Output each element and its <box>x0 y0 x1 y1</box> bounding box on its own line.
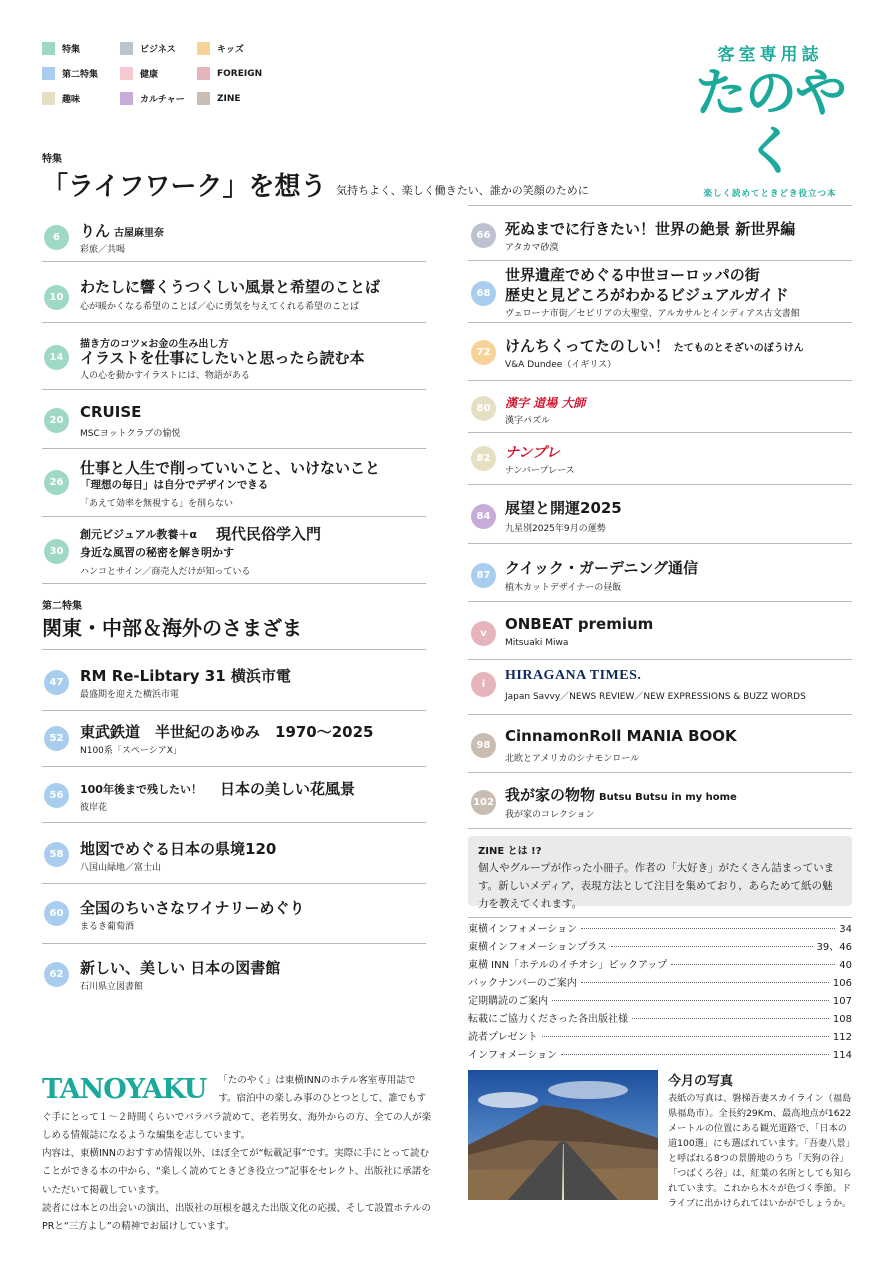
divider <box>42 448 426 449</box>
article-subtitle: 彩旅／共喝 <box>80 245 126 255</box>
article-subtitle: 北欧とアメリカのシナモンロール <box>505 754 640 764</box>
divider <box>42 710 426 711</box>
legend-swatch <box>197 67 210 80</box>
article-title[interactable]: 仕事と人生で削っていいこと、いけないこと <box>80 459 381 477</box>
article-kicker: 100年後まで残したい！ <box>80 783 202 796</box>
feature-title: 「ライフワーク」を想う <box>42 172 327 202</box>
legend-swatch <box>197 42 210 55</box>
zine-heading: ZINE とは !? <box>478 846 542 857</box>
toc-entry[interactable]: 定期購読のご案内 107 <box>468 996 852 1007</box>
divider <box>468 828 852 829</box>
hiragana-times-logo[interactable]: HIRAGANA TIMES. <box>505 668 642 683</box>
page-badge: 66 <box>471 223 496 248</box>
article-title[interactable]: 現代民俗学入門 <box>216 525 322 543</box>
brand-subtitle: 客室専用誌 <box>717 45 823 65</box>
divider <box>468 659 852 660</box>
page-badge: 80 <box>471 396 496 421</box>
article-title[interactable]: 我が家の物物 Butsu Butsu in my home <box>505 786 737 804</box>
article-title[interactable]: 死ぬまでに行きたい！世界の絶景 新世界編 <box>505 220 796 238</box>
cover-photo <box>468 1070 658 1200</box>
article-title[interactable]: けんちくってたのしい！ たてものとそざいのぼうけん <box>505 337 804 355</box>
article-subtitle: 人の心を動かすイラストには、物語がある <box>80 371 250 381</box>
legend-swatch <box>197 92 210 105</box>
leader-dots <box>542 1036 829 1037</box>
toc-entry[interactable]: インフォメーション 114 <box>468 1050 852 1061</box>
page-badge: 30 <box>44 539 69 564</box>
kanji-puzzle-logo[interactable]: 漢字 道場 大師 <box>505 396 586 410</box>
legend-item: ビジネス <box>120 42 176 55</box>
article-subtitle: 植木カットデザイナーの昼飯 <box>505 583 622 593</box>
page-badge: v <box>471 621 496 646</box>
article-subtitle: アタカマ砂漠 <box>505 243 559 253</box>
photo-caption-title: 今月の写真 <box>668 1074 734 1089</box>
second-feature-label: 第二特集 <box>42 601 82 612</box>
article-subtitle: MSCヨットクラブの愉悦 <box>80 429 181 439</box>
about-paragraph: 内容は、東横INNのおすすめ情報以外、ほぼ全てが“転載記事”です。実際に手にとって読むことができる本の中から、“楽しく読めてときどき役立つ”記事をセレクト、出版社に承諾をいただいて掲載しています。 <box>42 1148 431 1196</box>
divider <box>42 322 426 323</box>
brand-tagline: 楽しく読めてときどき役立つ本 <box>703 189 837 199</box>
leader-dots <box>581 982 829 983</box>
article-subtitle: 彼岸花 <box>80 803 108 813</box>
brand-logo: たのやく <box>694 63 845 182</box>
article-subtitle: まるき葡萄酒 <box>80 922 135 932</box>
divider <box>468 917 852 918</box>
legend-swatch <box>42 67 55 80</box>
photo-caption <box>668 1070 856 1211</box>
page-badge: 84 <box>471 504 496 529</box>
leader-dots <box>581 928 835 929</box>
article-title[interactable]: RM Re-Libtary 31 横浜市電 <box>80 667 291 685</box>
article-title[interactable]: CRUISE <box>80 403 142 421</box>
article-title[interactable]: イラストを仕事にしたいと思ったら読む本 <box>80 349 365 367</box>
toc-entry[interactable]: 読者プレゼント 112 <box>468 1032 852 1043</box>
legend-item: 第二特集 <box>42 67 98 80</box>
divider <box>42 883 426 884</box>
divider <box>468 380 852 381</box>
article-kicker: 創元ビジュアル教養＋α <box>80 528 197 541</box>
article-title[interactable]: 展望と開運2025 <box>505 499 622 517</box>
article-subtitle: N100系「スペーシアX」 <box>80 746 182 756</box>
page-badge: 47 <box>44 670 69 695</box>
divider <box>42 822 426 823</box>
tanoyaku-logo: TANOYAKU <box>42 1074 207 1105</box>
zine-body: 個人やグループが作った小冊子。作者の「大好き」がたくさん詰まっています。新しいメディア、表現方法として注目を集めており、あらためて紙の魅力を教えてくれます。 <box>478 862 835 910</box>
leader-dots <box>671 964 835 965</box>
page-badge: 6 <box>44 225 69 250</box>
divider <box>468 601 852 602</box>
zine-info-box <box>468 836 852 910</box>
page-badge: 20 <box>44 408 69 433</box>
article-title[interactable]: 世界遺産でめぐる中世ヨーロッパの街 <box>505 266 760 284</box>
legend-item: 趣味 <box>42 92 80 105</box>
article-subtitle: 漢字パズル <box>505 416 551 426</box>
page-badge: 26 <box>44 470 69 495</box>
number-place-logo[interactable]: ナンプレ <box>505 445 560 461</box>
article-title[interactable]: CinnamonRoll MANIA BOOK <box>505 727 737 745</box>
article-title[interactable]: 新しい、美しい 日本の図書館 <box>80 959 281 977</box>
magazine-brand <box>680 40 860 199</box>
page-badge: 62 <box>44 962 69 987</box>
page-badge: 82 <box>471 446 496 471</box>
divider <box>468 484 852 485</box>
toc-entry[interactable]: バックナンバーのご案内 106 <box>468 978 852 989</box>
article-subtitle: 石川県立図書館 <box>80 982 144 992</box>
legend-item: カルチャー <box>120 92 185 105</box>
page-badge: 72 <box>471 340 496 365</box>
article-subtitle: Mitsuaki Miwa <box>505 638 569 648</box>
article-title[interactable]: 東武鉄道 半世紀のあゆみ 1970〜2025 <box>80 723 374 741</box>
divider <box>42 649 426 650</box>
legend-item: 特集 <box>42 42 80 55</box>
article-title-line2[interactable]: 歴史と見どころがわかるビジュアルガイド <box>505 286 789 304</box>
article-subtitle: Japan Savvy／NEWS REVIEW／NEW EXPRESSIONS & BUZZ WORDS <box>505 692 806 702</box>
page-badge: 58 <box>44 842 69 867</box>
article-subtitle: ナンバープレース <box>505 466 575 476</box>
page-badge: 60 <box>44 901 69 926</box>
article-subtitle-bold: 身近な風習の秘密を解き明かす <box>80 546 234 559</box>
article-subtitle: 八国山緑地／富士山 <box>80 863 162 873</box>
feature-label: 特集 <box>42 154 62 165</box>
page-badge: 14 <box>44 345 69 370</box>
article-subtitle: 「あえて効率を無視する」を削らない <box>80 499 234 509</box>
page-badge: 52 <box>44 726 69 751</box>
article-title[interactable]: 地図でめぐる日本の県境120 <box>80 840 277 858</box>
article-subtitle: 最盛期を迎えた横浜市電 <box>80 690 180 700</box>
article-title[interactable]: ONBEAT premium <box>505 615 654 633</box>
page-badge: 98 <box>471 733 496 758</box>
legend-item: ZINE <box>197 92 241 105</box>
divider <box>42 943 426 944</box>
page-badge: 68 <box>471 281 496 306</box>
divider <box>42 389 426 390</box>
page-badge: 56 <box>44 783 69 808</box>
feature-subtitle: 気持ちよく、楽しく働きたい、誰かの笑顔のために <box>336 184 589 197</box>
page-badge: 102 <box>471 790 496 815</box>
legend-swatch <box>120 67 133 80</box>
legend-item: キッズ <box>197 42 244 55</box>
article-kicker: 描き方のコツ×お金の生み出し方 <box>80 339 229 350</box>
article-subtitle: 九星別2025年9月の運勢 <box>505 524 606 534</box>
divider <box>42 583 426 584</box>
about-section <box>42 1072 432 1237</box>
leader-dots <box>632 1018 829 1019</box>
divider <box>42 516 426 517</box>
legend-swatch <box>120 92 133 105</box>
legend-swatch <box>42 92 55 105</box>
toc-entry[interactable]: 東横インフォメーション 34 <box>468 924 852 935</box>
divider <box>468 543 852 544</box>
road-landscape-image <box>468 1070 658 1200</box>
article-subtitle: 我が家のコレクション <box>505 810 595 820</box>
divider <box>468 322 852 323</box>
legend-item: 健康 <box>120 67 158 80</box>
toc-entry[interactable]: 東横 INN「ホテルのイチオシ」ピックアップ 40 <box>468 960 852 971</box>
article-title[interactable]: 日本の美しい花風景 <box>220 780 356 798</box>
article-subtitle: 心が暖かくなる希望のことば／心に勇気を与えてくれる希望のことば <box>80 302 360 312</box>
article-subtitle-bold: 「理想の毎日」は自分でデザインできる <box>80 479 269 491</box>
photo-caption-body: 表紙の写真は、磐梯吾妻スカイライン（福島県福島市）。全長約29Km、最高地点が1622メートルの位置にある観光道路で、「日本の道100選」にも選ばれています。「吾妻八景」と呼ばれる8つの景勝地のうち「天狗の谷」「つばくろ谷」は、紅葉の名所としても知られています。これから木々が色づく季節。ドライブに出かけられてはいかがでしょうか。 <box>668 1093 855 1209</box>
about-paragraph: 「たのやく」は東横INNのホテル客室専用誌です。宿泊中の楽しみ事のひとつとして、誰でもすぐ手にとって１〜２時間くらいでパラパラ読めて、老若男女、海外からの方、全ての人が楽しめる情報誌になるような編集を志しています。 <box>42 1075 432 1141</box>
leader-dots <box>611 946 813 947</box>
article-title[interactable]: クイック・ガーデニング通信 <box>505 559 699 577</box>
article-subtitle: V&A Dundee（イギリス） <box>505 360 617 370</box>
divider <box>468 205 852 206</box>
article-title[interactable]: りん 古屋麻里奈 <box>80 222 165 240</box>
toc-entry[interactable]: 転載にご協力くださった各出版社様 108 <box>468 1014 852 1025</box>
about-paragraph: 読者には本との出会いの演出、出版社の垣根を越えた出版文化の応援、そして設置ホテルのPRと“三方よし”の精神でお届けしています。 <box>42 1203 432 1233</box>
legend-item: FOREIGN <box>197 67 262 80</box>
article-subtitle: ハンコとサイン／商売人だけが知っている <box>80 567 251 577</box>
page-badge: 10 <box>44 285 69 310</box>
legend-swatch <box>42 42 55 55</box>
divider <box>42 261 426 262</box>
leader-dots <box>561 1054 829 1055</box>
divider <box>42 766 426 767</box>
divider <box>468 714 852 715</box>
second-feature-title: 関東・中部＆海外のさまざま <box>42 616 302 640</box>
divider <box>468 260 852 261</box>
legend-swatch <box>120 42 133 55</box>
article-title[interactable]: 全国のちいさなワイナリーめぐり <box>80 899 305 917</box>
article-subtitle: ヴェローナ市街／セビリアの大聖堂、アルカサルとインディアス古文書館 <box>505 309 800 319</box>
divider <box>468 772 852 773</box>
page-badge: i <box>471 672 496 697</box>
toc-entry[interactable]: 東横インフォメーションプラス 39、46 <box>468 942 852 953</box>
article-title[interactable]: わたしに響くうつくしい風景と希望のことば <box>80 278 381 296</box>
divider <box>468 432 852 433</box>
leader-dots <box>552 1000 829 1001</box>
page-badge: 87 <box>471 563 496 588</box>
